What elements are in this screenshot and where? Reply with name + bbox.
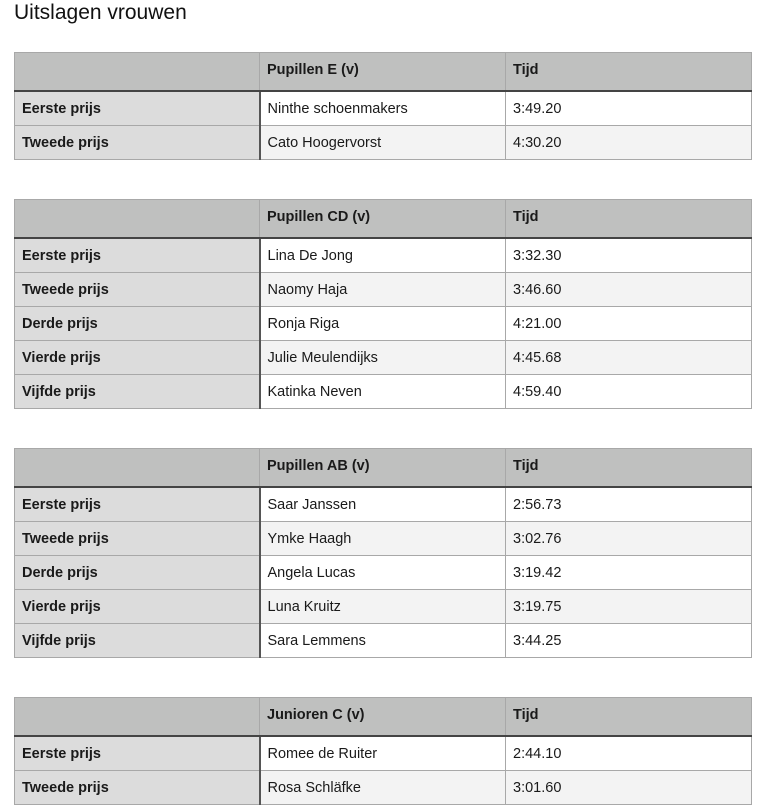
table-header-row bbox=[15, 698, 752, 737]
results-table-pupillen-e bbox=[14, 52, 752, 160]
time-cell: 4:45.68 bbox=[506, 341, 752, 375]
time-cell: 3:44.25 bbox=[506, 624, 752, 658]
prize-cell: Vijfde prijs bbox=[15, 375, 260, 409]
table-row bbox=[15, 91, 752, 126]
header-category: Junioren C (v) bbox=[260, 698, 506, 737]
name-cell: Cato Hoogervorst bbox=[260, 126, 506, 160]
header-time: Tijd bbox=[506, 200, 752, 239]
time-cell: 2:56.73 bbox=[506, 487, 752, 522]
table-row bbox=[15, 736, 752, 771]
prize-cell: Tweede prijs bbox=[15, 273, 260, 307]
table-row bbox=[15, 307, 752, 341]
header-category: Pupillen AB (v) bbox=[260, 449, 506, 488]
prize-cell: Vierde prijs bbox=[15, 341, 260, 375]
table-header-row bbox=[15, 200, 752, 239]
time-cell: 3:49.20 bbox=[506, 91, 752, 126]
header-time: Tijd bbox=[506, 698, 752, 737]
table-row bbox=[15, 341, 752, 375]
prize-cell: Derde prijs bbox=[15, 556, 260, 590]
prize-cell: Vijfde prijs bbox=[15, 624, 260, 658]
time-cell: 4:30.20 bbox=[506, 126, 752, 160]
name-cell: Katinka Neven bbox=[260, 375, 506, 409]
prize-cell: Eerste prijs bbox=[15, 91, 260, 126]
table-row bbox=[15, 273, 752, 307]
name-cell: Sara Lemmens bbox=[260, 624, 506, 658]
time-cell: 4:59.40 bbox=[506, 375, 752, 409]
page-title: Uitslagen vrouwen bbox=[14, 1, 187, 24]
time-cell: 4:21.00 bbox=[506, 307, 752, 341]
prize-cell: Eerste prijs bbox=[15, 238, 260, 273]
prize-cell: Tweede prijs bbox=[15, 126, 260, 160]
table-row bbox=[15, 375, 752, 409]
time-cell: 3:19.42 bbox=[506, 556, 752, 590]
time-cell: 3:32.30 bbox=[506, 238, 752, 273]
header-empty-cell bbox=[15, 449, 260, 488]
name-cell: Ymke Haagh bbox=[260, 522, 506, 556]
time-cell: 3:01.60 bbox=[506, 771, 752, 805]
table-row bbox=[15, 126, 752, 160]
name-cell: Julie Meulendijks bbox=[260, 341, 506, 375]
table-row bbox=[15, 238, 752, 273]
prize-cell: Vierde prijs bbox=[15, 590, 260, 624]
results-table-pupillen-cd bbox=[14, 199, 752, 409]
time-cell: 3:46.60 bbox=[506, 273, 752, 307]
table-row bbox=[15, 590, 752, 624]
name-cell: Ninthe schoenmakers bbox=[260, 91, 506, 126]
header-time: Tijd bbox=[506, 53, 752, 92]
header-empty-cell bbox=[15, 53, 260, 92]
name-cell: Ronja Riga bbox=[260, 307, 506, 341]
prize-cell: Eerste prijs bbox=[15, 487, 260, 522]
table-row bbox=[15, 522, 752, 556]
prize-cell: Eerste prijs bbox=[15, 736, 260, 771]
table-row bbox=[15, 556, 752, 590]
name-cell: Romee de Ruiter bbox=[260, 736, 506, 771]
time-cell: 2:44.10 bbox=[506, 736, 752, 771]
prize-cell: Tweede prijs bbox=[15, 522, 260, 556]
name-cell: Rosa Schläfke bbox=[260, 771, 506, 805]
results-table-pupillen-ab bbox=[14, 448, 752, 658]
table-row bbox=[15, 487, 752, 522]
table-header-row bbox=[15, 449, 752, 488]
time-cell: 3:02.76 bbox=[506, 522, 752, 556]
header-time: Tijd bbox=[506, 449, 752, 488]
table-row bbox=[15, 771, 752, 805]
header-empty-cell bbox=[15, 698, 260, 737]
prize-cell: Tweede prijs bbox=[15, 771, 260, 805]
name-cell: Saar Janssen bbox=[260, 487, 506, 522]
name-cell: Luna Kruitz bbox=[260, 590, 506, 624]
results-table-junioren-c bbox=[14, 697, 752, 805]
name-cell: Lina De Jong bbox=[260, 238, 506, 273]
name-cell: Naomy Haja bbox=[260, 273, 506, 307]
header-category: Pupillen CD (v) bbox=[260, 200, 506, 239]
prize-cell: Derde prijs bbox=[15, 307, 260, 341]
table-header-row bbox=[15, 53, 752, 92]
table-row bbox=[15, 624, 752, 658]
name-cell: Angela Lucas bbox=[260, 556, 506, 590]
header-category: Pupillen E (v) bbox=[260, 53, 506, 92]
time-cell: 3:19.75 bbox=[506, 590, 752, 624]
header-empty-cell bbox=[15, 200, 260, 239]
results-container bbox=[14, 52, 751, 812]
